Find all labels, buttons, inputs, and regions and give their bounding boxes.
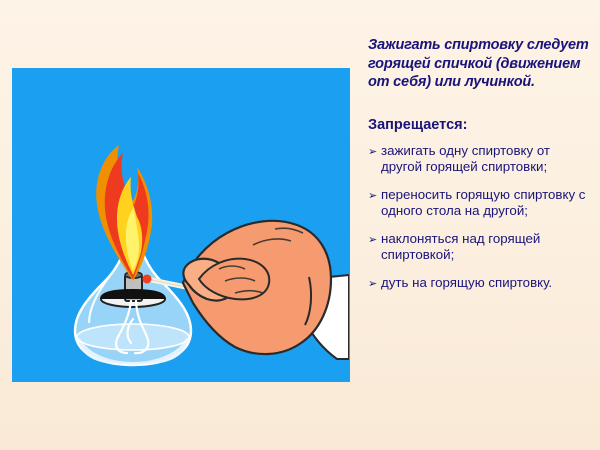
bullet-arrow-icon: ➢ [368,233,378,246]
text-column [368,36,592,291]
forbidden-title: Запрещается: [368,116,468,133]
list-item [368,231,592,264]
list-item-label: переносить горящую спиртовку с одного стола на другой; [381,186,586,218]
bullet-arrow-icon: ➢ [368,189,378,202]
bullet-arrow-icon: ➢ [368,145,378,158]
heading-text: Зажигать спиртовку следует горящей спичкой (движением от себя) или лучинкой. [368,37,589,90]
bullet-arrow-icon: ➢ [368,277,378,290]
illustration-spirit-lamp [12,68,350,382]
list-item [368,275,592,292]
list-item-label: зажигать одну спиртовку от другой горящей спиртовки; [381,142,551,174]
list-item-label: дуть на горящую спиртовку. [381,274,553,290]
list-item-label: наклоняться над горящей спиртовкой; [381,230,541,262]
list-item [368,143,592,176]
list-item [368,187,592,220]
forbidden-list [368,143,592,292]
